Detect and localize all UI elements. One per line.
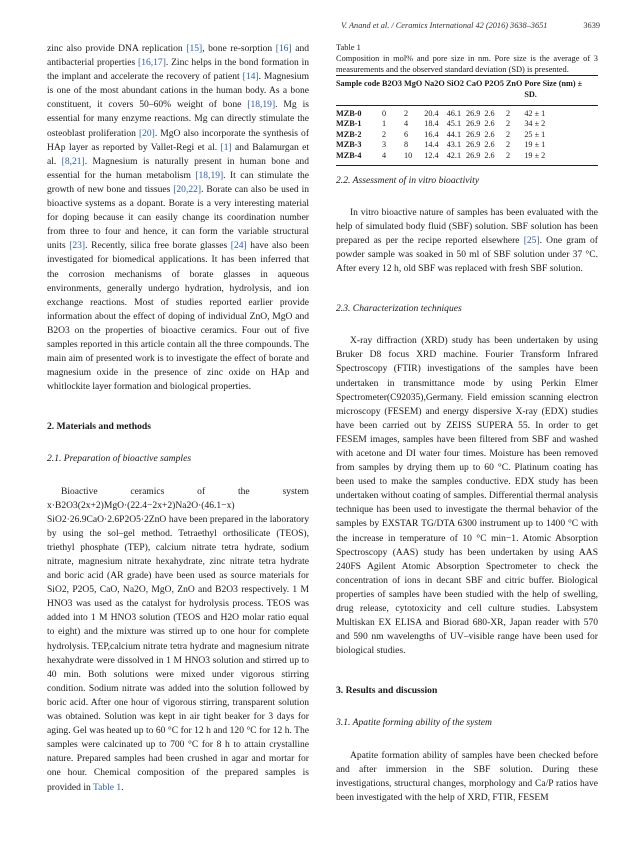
table-cell: 43.1 bbox=[446, 140, 462, 150]
table-header-cell: SiO2 bbox=[447, 76, 466, 105]
table-row bbox=[336, 140, 598, 151]
bioactivity-paragraph: In vitro bioactive nature of samples has been evaluated with the help of simulated body fluid (SBF) solution. SBF solution has been prepared as per the recipe reported elsewhere [25]. One gram of powder sample was soaked in 50 ml of SBF solution under 37 °C. After every 12 h, old SBF was replaced with fresh SBF solution. bbox=[336, 206, 598, 275]
citation-link[interactable]: [20,22] bbox=[173, 183, 202, 195]
running-header bbox=[70, 21, 600, 30]
table-cell: 34 ± 2 bbox=[524, 119, 546, 129]
table-cell: 19 ± 1 bbox=[524, 140, 546, 150]
citation-link[interactable]: [25] bbox=[523, 234, 540, 246]
composition-table bbox=[336, 75, 598, 165]
table-caption: Composition in mol% and pore size in nm. Pore size is the average of 3 measurements and the observed standard deviation (SD) is presented. bbox=[336, 54, 598, 75]
table-header-cell: Sample code bbox=[336, 76, 382, 105]
left-column bbox=[47, 42, 309, 795]
section-2-2-heading: 2.2. Assessment of in vitro bioactivity bbox=[336, 174, 480, 186]
sample-code-cell: MZB-1 bbox=[336, 119, 362, 129]
citation-link[interactable]: Table 1 bbox=[92, 781, 122, 793]
table-cell: 2 bbox=[506, 151, 524, 165]
table-cell: 1 bbox=[382, 119, 387, 129]
table-header-cell: Na2O bbox=[424, 76, 446, 105]
table-header-cell: B2O3 bbox=[382, 76, 404, 105]
table-cell: 2 bbox=[505, 140, 511, 150]
table-cell: 44.1 bbox=[446, 129, 462, 139]
table-cell: 0 bbox=[382, 108, 387, 118]
apatite-paragraph: Apatite formation ability of samples have been checked before and after immersion in the SBF solution. During these investigations, structural changes, morphology and Ca/P ratios have been investigated with the help of XRD, FTIR, FESEM bbox=[336, 749, 598, 803]
table-row bbox=[336, 130, 598, 141]
table-header-cell: MgO bbox=[404, 76, 424, 105]
table-cell: 8 bbox=[404, 140, 409, 150]
table-header-cell: ZnO bbox=[506, 76, 524, 105]
table-cell: 2 bbox=[404, 108, 409, 118]
table-cell: 20.4 bbox=[424, 108, 439, 118]
table-row bbox=[336, 105, 598, 119]
table-cell: 2.6 bbox=[484, 140, 495, 150]
table-cell: 26.9 bbox=[466, 140, 481, 150]
table-cell: 14.4 bbox=[424, 140, 439, 150]
page-number: 3639 bbox=[583, 21, 600, 30]
sample-code-cell: MZB-2 bbox=[336, 129, 362, 139]
table-cell: 19 ± 2 bbox=[524, 151, 598, 165]
citation-link[interactable]: [24] bbox=[230, 240, 247, 252]
table-header-cell: Pore Size (nm) ± SD. bbox=[524, 76, 598, 105]
table-cell: 46.1 bbox=[446, 108, 462, 118]
table-cell: 26.9 bbox=[466, 129, 481, 139]
sample-code-cell: MZB-4 bbox=[336, 151, 382, 165]
section-2-1-heading: 2.1. Preparation of bioactive samples bbox=[47, 453, 192, 465]
table-cell: 2.6 bbox=[484, 151, 506, 165]
table-cell: 2.6 bbox=[484, 129, 495, 139]
intro-paragraph: zinc also provide DNA replication [15], bone re-sorption [16] and antibacterial properties [16,17]. Zinc helps in the bond formation in the implant and accelerate the recovery of patient [14]. Magnesium is one of the most abundant cations in the human body. As a bone constituent, it covers 50–60% weight of bone [18,19]. Mg is essential for many enzyme reactions. Mg can directly stimulate the osteoblast proliferation [20]. MgO also incorporate the synthesis of HAp layer as reported by Vallet-Regi et al. [1] and Balamurgan et al. [8,21]. Magnesium is naturally present in human bone and essential for the human metabolism [18,19]. It can stimulate the growth of new bone and tissues [20,22]. Borate can also be used in bioactive systems as a dopant. Borate is a very interesting material for doping because it can easily change its coordination number from three to four and hence, it can form the variable structural units [23]. Recently, silica free borate glasses [24] have also been investigated for biomedical applications. It has been inferred that the corrosion mechanisms of borate glasses in aqueous environments, generally undergo hydration, hydrolysis, and ion exchange reactions. Most of studies reported earlier provide information about the effect of doping of individual ZnO, MgO and B2O3 on the properties of bioactive ceramics. Four out of five samples reported in this article contain all the three compounds. The main aim of presented work is to investigate the effect of borate and magnesium oxide in the presence of zinc oxide on HAp and whitlockite layer formation and biological properties. bbox=[47, 43, 310, 393]
table-cell: 2 bbox=[505, 119, 511, 129]
citation-link[interactable]: [20] bbox=[138, 127, 155, 139]
preparation-paragraph: Bioactive ceramics of the system x·B2O3(2x+2)MgO·(22.4−2x+2)Na2O·(46.1−x) SiO2·26.9CaO·2.6P2O5·2ZnO have been prepared in the laboratory by using the sol–gel method. Tetraethyl orthosilicate (TEOS), triethyl phosphate (TEP), calcium nitrate tetra hydrate, sodium nitrate, magnesium nitrate hexahydrate, zinc nitrate tetra hydrate and boric acid (AR grade) have been used as source materials for SiO2, P2O5, CaO, Na2O, MgO, ZnO and B2O3 respectively. 1 M HNO3 was used as the catalyst for hydrolysis process. TEOS was added into 1 M HNO3 solution (TEOS and H2O molar ratio equal to eight) and the mixture was stirred up to one hour for complete hydrolysis. TEP,calcium nitrate tetra hydrate and magnesium nitrate hexahydrate were dissolved in 1 M HNO3 solution and stirred up to 40 min. Both solutions were mixed under vigorous stirring condition. Sodium nitrate was added into the solution followed by boric acid. After one hour of vigorous stirring, transparent solution was obtained. Solution was kept in air tight beaker for 3 days for aging. Gel was heated up to 60 °C for 12 h and 120 °C for 12 h. The samples were calcinated up to 700 °C for 8 h to attain crystalline nature. Prepared samples had been crushed in agar and mortar for one hour. Chemical composition of the prepared samples is provided in Table 1. bbox=[47, 485, 309, 793]
table-cell: 2 bbox=[505, 129, 511, 139]
sample-code-cell: MZB-0 bbox=[336, 108, 362, 118]
table-cell: 16.4 bbox=[424, 129, 439, 139]
table-cell: 3 bbox=[382, 140, 387, 150]
table-cell: 2 bbox=[505, 108, 511, 118]
right-column bbox=[336, 42, 598, 805]
citation-link[interactable]: [1] bbox=[220, 141, 232, 153]
table-cell: 2.6 bbox=[484, 119, 495, 129]
table-cell: 18.4 bbox=[424, 119, 439, 129]
section-2-3-heading: 2.3. Characterization techniques bbox=[336, 303, 462, 315]
characterization-paragraph: X-ray diffraction (XRD) study has been undertaken by using Bruker D8 focus XRD machine. Fourier Transform Infrared Spectroscopy (FTIR) investigations of the samples have been undertaken in transmittance mode by using Perkin Elmer Spectrometer(C92035),Germany. Field emission scanning electron microscopy (FESEM) and energy dispersive X-ray (EDX) studies have been carried out by ZEISS SUPERA 55. In order to get FESEM images, samples have been filtered from SBF and washed with acetone and DI water four times. Moisture has been removed from samples by drying them up to 60 °C. Platinum coating has been used to make the samples conductive. EDX study has been undertaken without coating of samples. Differential thermal analysis technique has been used to investigate the thermal behavior of the samples by EXSTAR TG/DTA 6300 instrument up to 1400 °C with the increase in temperature of 10 °C min−1. Atomic Absorption Spectroscopy (AAS) study has been undertaken by using AAS 240FS Agilent Atomic Absorption Spectrometer to check the concentration of ions in decant SBF and citric buffer. Biological properties of samples have been studied with the help of swelling, drug release, cytotoxicity and cell culture studies. Labsystem Multiskan EX ELISA and Biorad 680-XR, Japan reader with 570 and 590 nm wavelengths of UV–visible range have been used for biological studies. bbox=[336, 335, 598, 657]
table-cell: 10 bbox=[404, 151, 424, 165]
sample-code-cell: MZB-3 bbox=[336, 140, 362, 150]
table-header-cell: CaO bbox=[466, 76, 484, 105]
table-row bbox=[336, 119, 598, 130]
table-cell: 12.4 bbox=[424, 151, 446, 165]
table-cell: 45.1 bbox=[446, 119, 462, 129]
citation-link[interactable]: [15] bbox=[186, 43, 203, 54]
table-cell: 2.6 bbox=[484, 108, 495, 118]
citation-link[interactable]: [16] bbox=[275, 43, 292, 54]
table-cell: 2 bbox=[382, 129, 387, 139]
section-2-heading: 2. Materials and methods bbox=[47, 421, 151, 433]
citation-link[interactable]: [8,21] bbox=[61, 155, 85, 167]
citation-link[interactable]: [18,19] bbox=[247, 99, 276, 111]
table-row bbox=[336, 151, 598, 165]
table-cell: 26.9 bbox=[466, 119, 481, 129]
table-label: Table 1 bbox=[336, 43, 361, 52]
table-cell: 4 bbox=[382, 151, 404, 165]
citation-link[interactable]: [18,19] bbox=[195, 169, 224, 181]
citation-link[interactable]: [14] bbox=[242, 71, 259, 83]
table-cell: 4 bbox=[404, 119, 409, 129]
table-cell: 42 ± 1 bbox=[524, 108, 546, 118]
section-3-heading: 3. Results and discussion bbox=[336, 685, 438, 697]
section-3-1-heading: 3.1. Apatite forming ability of the system bbox=[336, 717, 492, 729]
table-cell: 25 ± 1 bbox=[524, 129, 546, 139]
citation-link[interactable]: [16,17] bbox=[138, 57, 166, 69]
table-cell: 26.9 bbox=[466, 108, 481, 118]
table-cell: 26.9 bbox=[466, 151, 484, 165]
table-header-cell: P2O5 bbox=[484, 76, 506, 105]
citation-link[interactable]: [23] bbox=[69, 240, 86, 252]
running-title: V. Anand et al. / Ceramics International 42 (2016) 3638–3651 bbox=[340, 21, 548, 30]
table-cell: 42.1 bbox=[447, 151, 466, 165]
table-cell: 6 bbox=[404, 129, 409, 139]
